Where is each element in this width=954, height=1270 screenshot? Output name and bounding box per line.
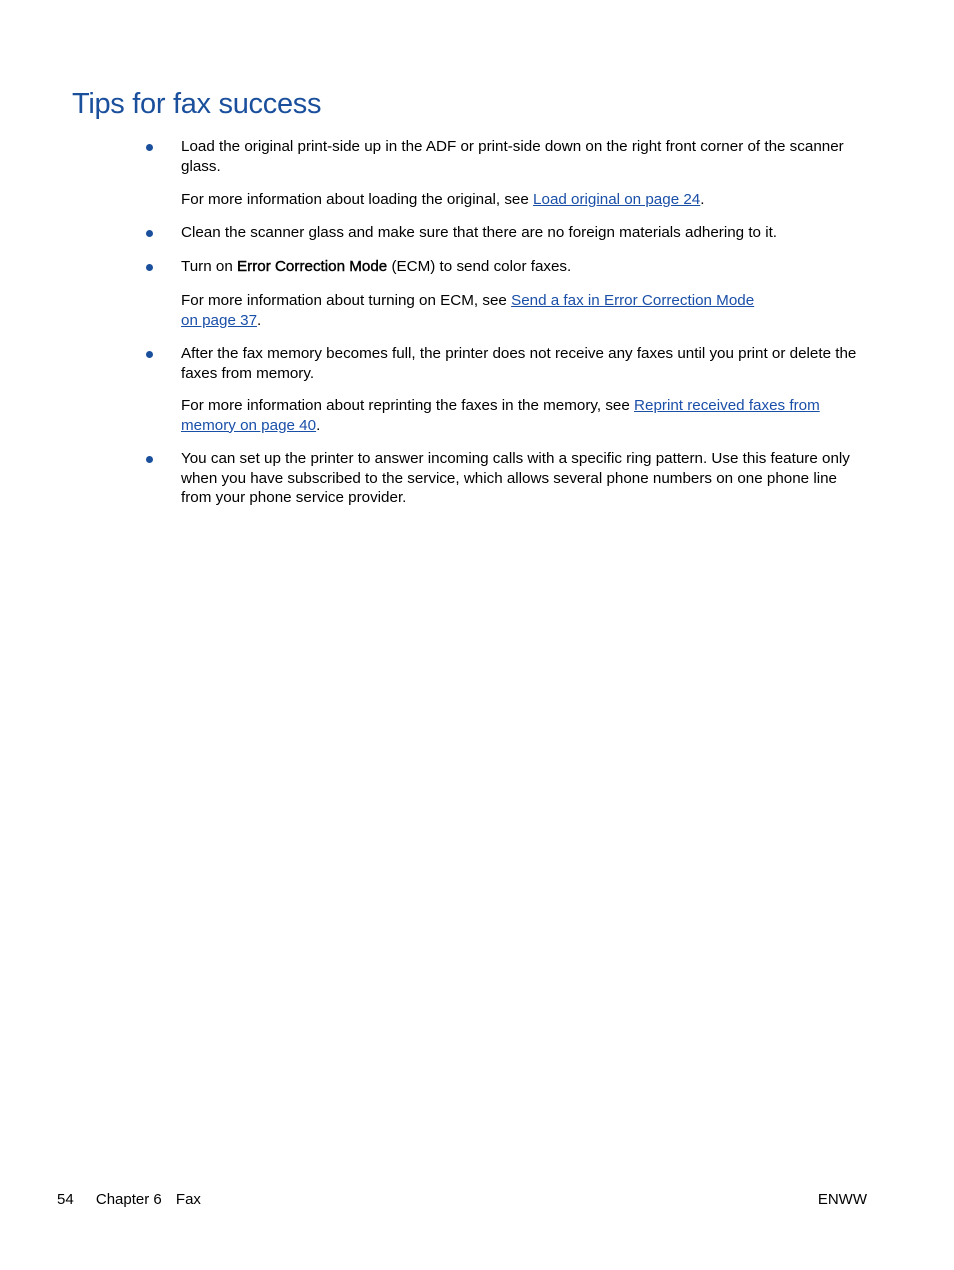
- link-send-fax-ecm[interactable]: Send a fax in Error Correction Mode: [511, 292, 755, 309]
- list-item: After the fax memory becomes full, the printer does not receive any faxes until you print or delete the faxes from memory.: [181, 344, 866, 383]
- ecm-term: Error Correction Mode: [237, 258, 388, 275]
- more-info: For more information about loading the original, see Load original on page 24.: [181, 191, 705, 208]
- more-info: For more information about turning on ECM, see Send a fax in Error Correction Mode on page 37.: [181, 292, 755, 329]
- list-item: You can set up the printer to answer incoming calls with a specific ring pattern. Use this feature only when you have subscribed to the service, which allows several phone numbers on one phone line from your phone service provider.: [181, 449, 866, 508]
- bullet-icon: [146, 144, 153, 151]
- bullet-icon: [146, 230, 153, 237]
- list-item: Turn on Error Correction Mode (ECM) to send color faxes.: [181, 257, 866, 277]
- bullet-icon: [146, 351, 153, 358]
- bullet-icon: [146, 456, 153, 463]
- more-info: For more information about reprinting the faxes in the memory, see Reprint received faxes from memory on page 40.: [181, 397, 820, 434]
- bullet-icon: [146, 264, 153, 271]
- link-reprint-faxes[interactable]: Reprint received faxes from: [634, 397, 820, 414]
- link-send-fax-ecm-page[interactable]: on page 37: [181, 311, 258, 329]
- footer-left: 54 Chapter 6 Fax: [57, 1191, 201, 1208]
- link-load-original[interactable]: Load original on page 24: [533, 191, 701, 208]
- list-item: Clean the scanner glass and make sure that there are no foreign materials adhering to it.: [181, 223, 866, 243]
- page-title: Tips for fax success: [72, 88, 322, 120]
- footer-right: ENWW: [817, 1191, 867, 1208]
- link-reprint-faxes-page[interactable]: memory on page 40: [181, 416, 317, 434]
- list-item: Load the original print-side up in the ADF or print-side down on the right front corner of the scanner glass.: [181, 137, 866, 176]
